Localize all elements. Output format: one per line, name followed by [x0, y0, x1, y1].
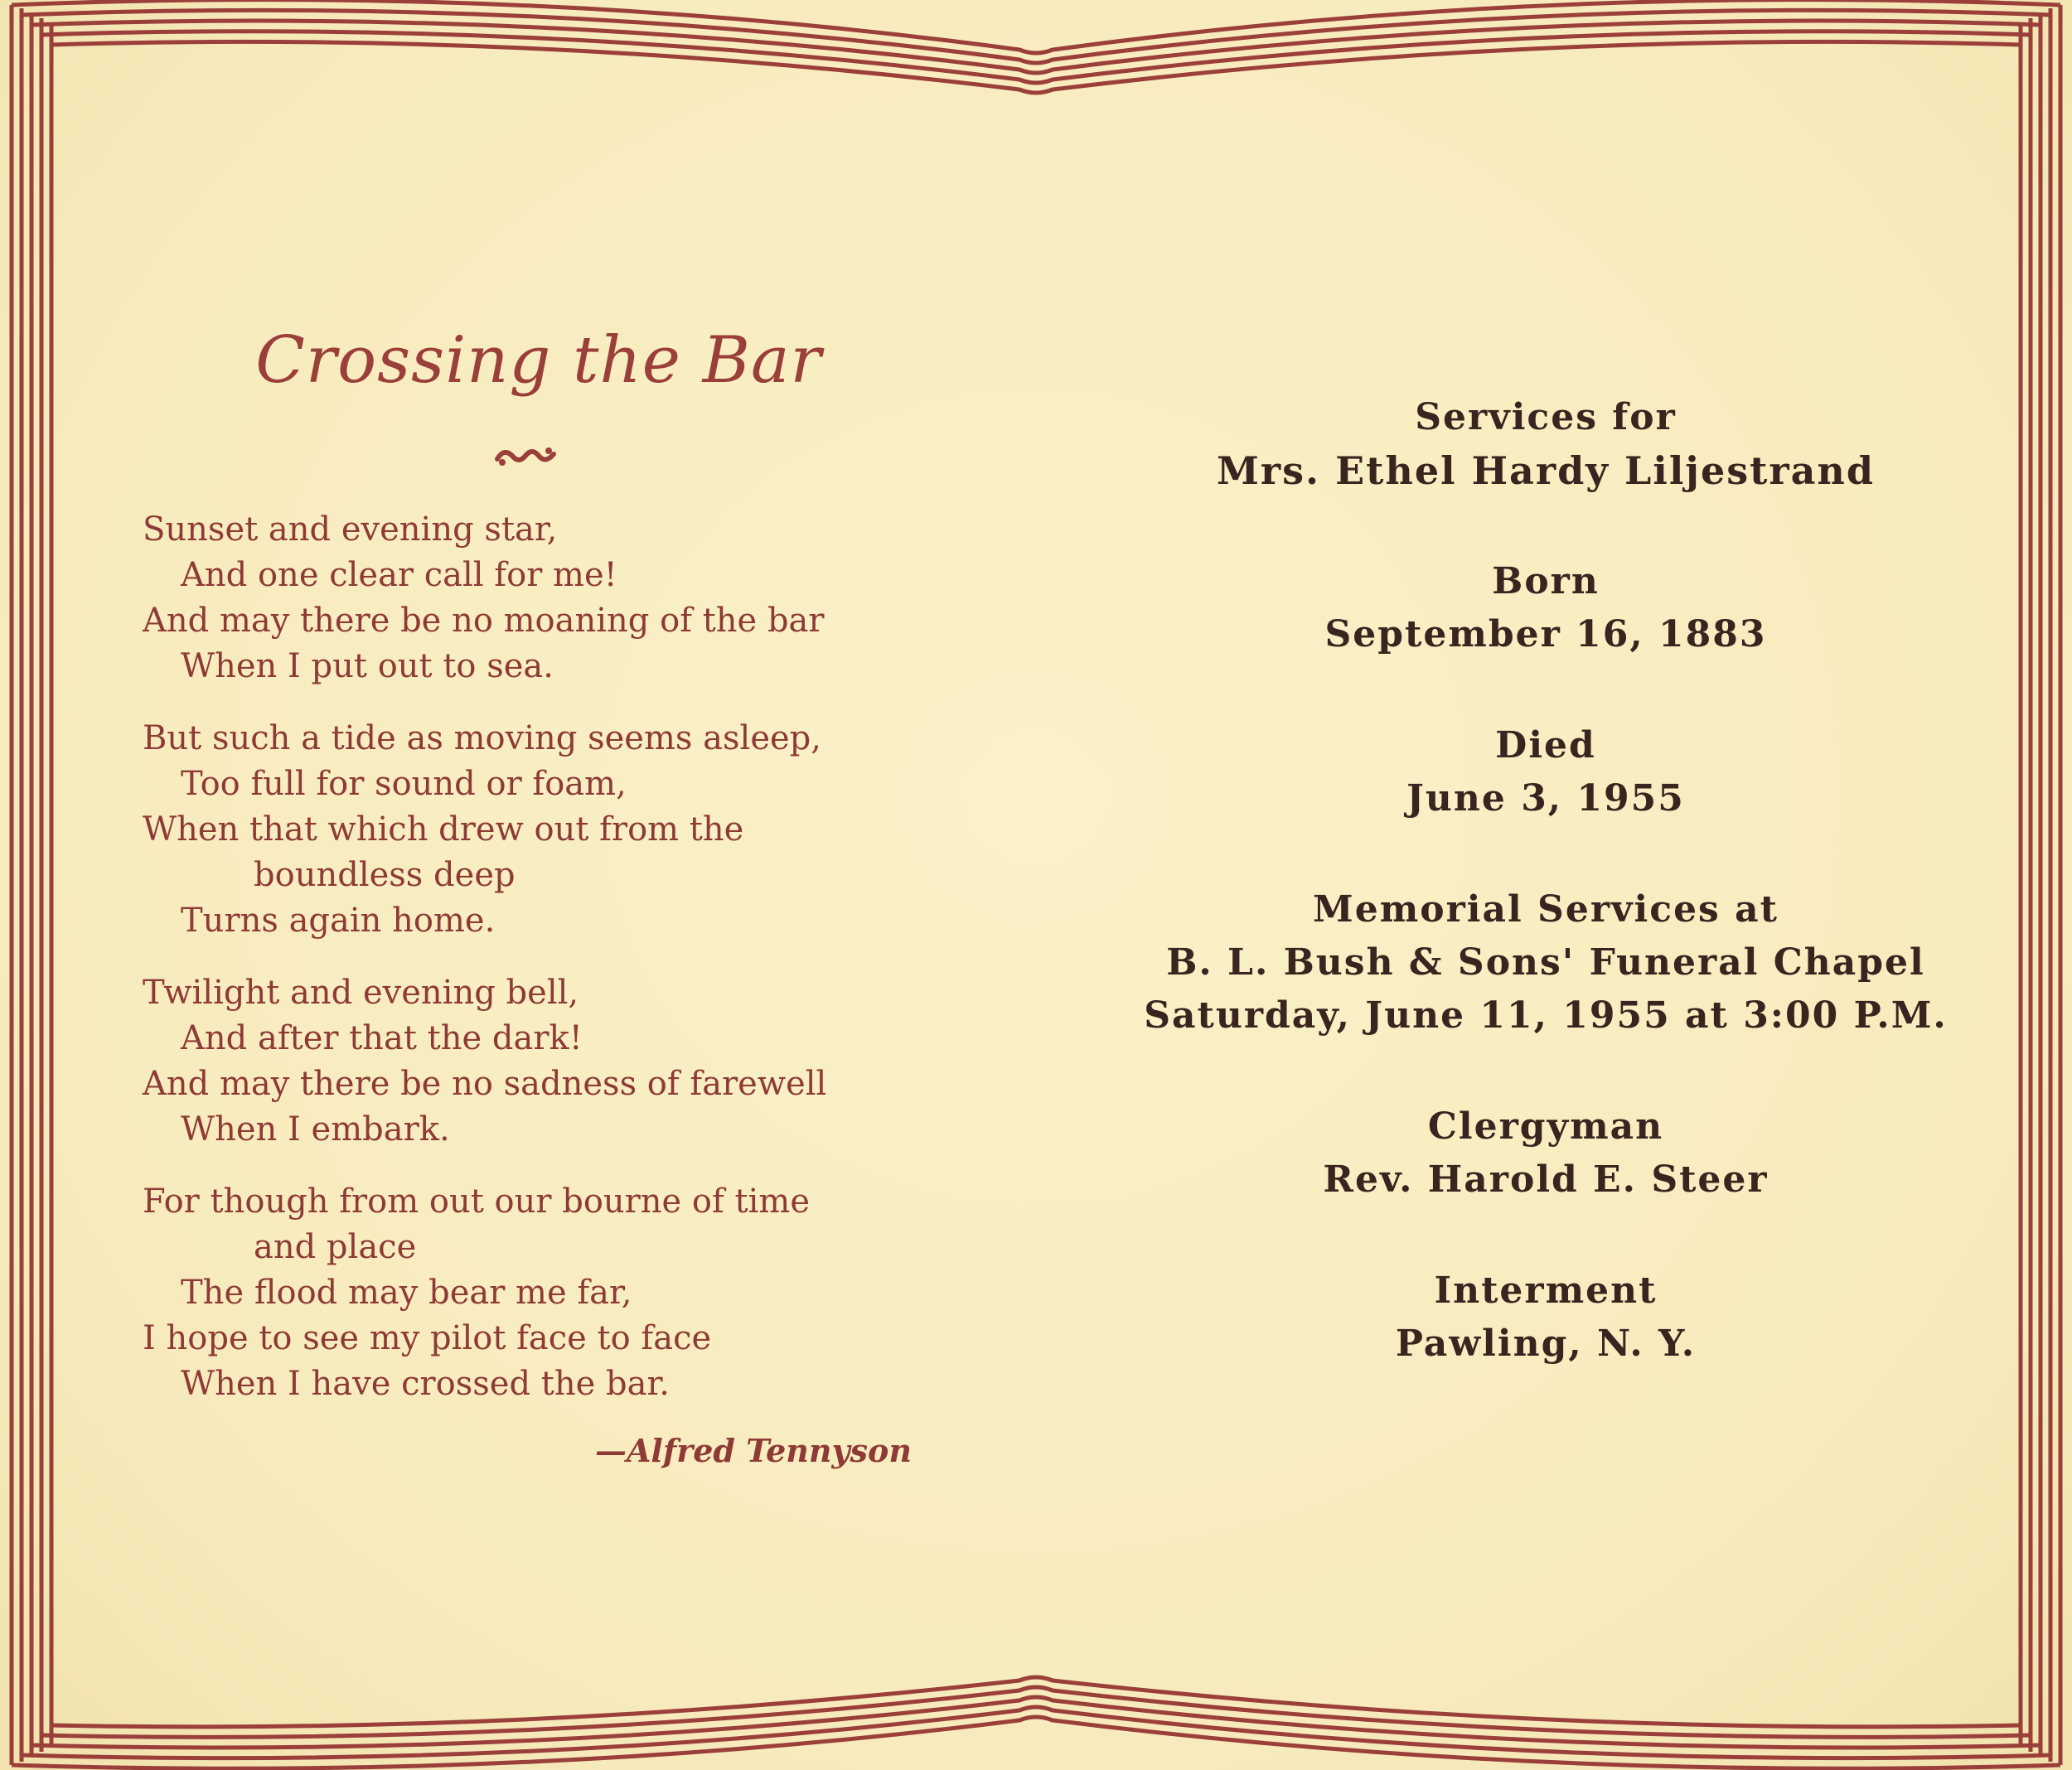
poem-stanza-3 [143, 970, 922, 1153]
clergyman-block [1102, 1100, 1989, 1207]
services-for-label: Services for [1415, 396, 1677, 438]
poem-line: But such a tide as moving seems asleep, [143, 719, 821, 757]
poem-line: Too full for sound or foam, [181, 765, 627, 803]
memorial-block [1102, 883, 1989, 1042]
ornament-icon [494, 441, 557, 474]
died-label: Died [1495, 724, 1596, 767]
poem-stanza-1 [143, 507, 922, 689]
memorial-place: B. L. Bush & Sons' Funeral Chapel [1166, 941, 1925, 984]
poem-title: Crossing the Bar [255, 323, 822, 398]
clergyman-name: Rev. Harold E. Steer [1323, 1158, 1769, 1201]
poem-line: And may there be no sadness of farewell [143, 1065, 827, 1103]
poem-line: boundless deep [254, 856, 516, 894]
poem-body [143, 507, 922, 1434]
memorial-label: Memorial Services at [1313, 888, 1779, 931]
poem-line: And one clear call for me! [181, 556, 617, 594]
died-block [1102, 719, 1989, 825]
poem-line: I hope to see my pilot face to face [143, 1319, 712, 1357]
deceased-name: Mrs. Ethel Hardy Liljestrand [1217, 448, 1875, 493]
services-for-block [1102, 391, 1989, 497]
poem-line: When I put out to sea. [181, 647, 554, 685]
poem-line: and place [254, 1228, 417, 1266]
poem-line: And may there be no moaning of the bar [143, 602, 825, 640]
clergyman-label: Clergyman [1427, 1105, 1664, 1148]
poem-line: Sunset and evening star, [143, 510, 558, 549]
poem-line: When that which drew out from the [143, 810, 744, 849]
memorial-time: Saturday, June 11, 1955 at 3:00 P.M. [1144, 994, 1948, 1037]
poem-line: The flood may bear me far, [181, 1274, 632, 1312]
poem-line: For though from out our bourne of time [143, 1182, 810, 1221]
born-date: September 16, 1883 [1324, 613, 1767, 655]
poem-stanza-2 [143, 716, 922, 944]
service-details [1102, 391, 1989, 1429]
poem-line: Turns again home. [181, 902, 496, 940]
poem-line: When I have crossed the bar. [181, 1365, 670, 1403]
poem-attribution: —Alfred Tennyson [594, 1432, 912, 1469]
interment-place: Pawling, N. Y. [1395, 1323, 1697, 1365]
born-label: Born [1492, 560, 1600, 602]
interment-label: Interment [1434, 1269, 1658, 1312]
died-date: June 3, 1955 [1406, 777, 1685, 820]
poem-stanza-4 [143, 1179, 922, 1407]
poem-line: Twilight and evening bell, [143, 974, 579, 1012]
poem-line: And after that the dark! [181, 1019, 583, 1057]
poem-line: When I embark. [181, 1110, 450, 1149]
born-block [1102, 555, 1989, 661]
interment-block [1102, 1265, 1989, 1371]
